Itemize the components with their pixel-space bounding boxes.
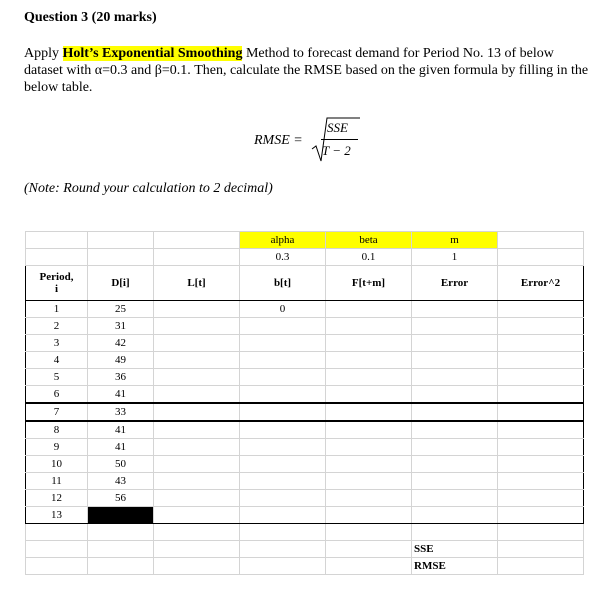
param-label-row	[26, 232, 584, 249]
beta-label: beta	[326, 232, 412, 249]
table-row	[26, 352, 584, 369]
trend-cell	[240, 318, 326, 335]
empty-cell	[326, 369, 412, 386]
question-title: Question 3 (20 marks)	[24, 10, 157, 25]
empty-cell	[412, 439, 498, 456]
rmse-row-label: RMSE	[412, 558, 498, 575]
demand-cell: 41	[88, 439, 154, 456]
empty-cell	[154, 421, 240, 439]
empty-cell	[498, 301, 584, 318]
empty-cell	[326, 318, 412, 335]
method-name-highlight: Holt’s Exponential Smoothing	[62, 46, 243, 61]
empty-cell	[154, 301, 240, 318]
demand-cell: 56	[88, 490, 154, 507]
empty-cell	[412, 386, 498, 404]
header-demand: D[i]	[88, 266, 154, 301]
empty-cell	[498, 335, 584, 352]
formula-denominator: T − 2	[322, 143, 351, 158]
trend-cell: 0	[240, 301, 326, 318]
beta-value: 0.1	[326, 249, 412, 266]
period-cell: 11	[26, 473, 88, 490]
empty-cell	[412, 403, 498, 421]
period-cell: 1	[26, 301, 88, 318]
table-row	[26, 421, 584, 439]
header-period: Period, i	[26, 266, 88, 301]
demand-cell: 43	[88, 473, 154, 490]
empty-cell	[498, 456, 584, 473]
empty-cell	[154, 490, 240, 507]
m-label: m	[412, 232, 498, 249]
empty-cell	[498, 507, 584, 524]
empty-cell	[412, 369, 498, 386]
param-value-row	[26, 249, 584, 266]
demand-cell: 25	[88, 301, 154, 318]
period-cell: 5	[26, 369, 88, 386]
table-row	[26, 369, 584, 386]
empty-cell	[326, 473, 412, 490]
trend-cell	[240, 403, 326, 421]
table-row	[26, 456, 584, 473]
empty-cell	[498, 403, 584, 421]
header-row	[26, 266, 584, 301]
empty-cell	[326, 335, 412, 352]
table-row	[26, 335, 584, 352]
empty-cell	[412, 352, 498, 369]
empty-cell	[412, 507, 498, 524]
m-value: 1	[412, 249, 498, 266]
empty-cell	[326, 439, 412, 456]
demand-cell: 42	[88, 335, 154, 352]
table-row	[26, 301, 584, 318]
fraction-bar	[321, 139, 358, 140]
table-row	[26, 473, 584, 490]
intro-before: Apply	[24, 46, 63, 61]
empty-cell	[326, 456, 412, 473]
spacer-row	[26, 524, 584, 541]
period-cell: 7	[26, 403, 88, 421]
holt-table	[25, 231, 584, 575]
alpha-label: alpha	[240, 232, 326, 249]
sse-row	[26, 541, 584, 558]
header-trend: b[t]	[240, 266, 326, 301]
empty-cell	[498, 352, 584, 369]
trend-cell	[240, 473, 326, 490]
empty-cell	[326, 386, 412, 404]
period-cell: 3	[26, 335, 88, 352]
period-cell: 10	[26, 456, 88, 473]
empty-cell	[412, 456, 498, 473]
table-row	[26, 507, 584, 524]
empty-cell	[154, 473, 240, 490]
table-row	[26, 386, 584, 404]
empty-cell	[326, 490, 412, 507]
period-cell: 2	[26, 318, 88, 335]
empty-cell	[412, 490, 498, 507]
empty-cell	[412, 473, 498, 490]
demand-cell: 50	[88, 456, 154, 473]
empty-cell	[154, 352, 240, 369]
empty-cell	[412, 421, 498, 439]
empty-cell	[498, 473, 584, 490]
header-error-squared: Error^2	[498, 266, 584, 301]
demand-cell: 41	[88, 386, 154, 404]
demand-cell: 41	[88, 421, 154, 439]
table-row	[26, 439, 584, 456]
trend-cell	[240, 490, 326, 507]
empty-cell	[498, 421, 584, 439]
empty-cell	[326, 421, 412, 439]
empty-cell	[154, 335, 240, 352]
trend-cell	[240, 439, 326, 456]
period-cell: 13	[26, 507, 88, 524]
empty-cell	[326, 301, 412, 318]
trend-cell	[240, 352, 326, 369]
period-cell: 8	[26, 421, 88, 439]
period-cell: 12	[26, 490, 88, 507]
empty-cell	[326, 403, 412, 421]
empty-cell	[154, 318, 240, 335]
empty-cell	[154, 369, 240, 386]
demand-cell: 31	[88, 318, 154, 335]
demand-cell: 36	[88, 369, 154, 386]
trend-cell	[240, 386, 326, 404]
demand-cell: 33	[88, 403, 154, 421]
empty-cell	[154, 386, 240, 404]
trend-cell	[240, 421, 326, 439]
formula-lhs: RMSE =	[254, 133, 303, 148]
empty-cell	[498, 490, 584, 507]
header-forecast: F[t+m]	[326, 266, 412, 301]
trend-cell	[240, 335, 326, 352]
question-text	[24, 45, 590, 96]
period-cell: 4	[26, 352, 88, 369]
empty-cell	[154, 507, 240, 524]
empty-cell	[412, 335, 498, 352]
formula-numerator: SSE	[327, 120, 348, 135]
empty-cell	[412, 318, 498, 335]
intro-after: Method to forecast demand for Period No. 13 of below dataset with α=0.3 and β=0.1. Then, calculate the RMSE based on the given formula by filling in the below table.	[24, 46, 589, 95]
trend-cell	[240, 507, 326, 524]
empty-cell	[498, 439, 584, 456]
empty-cell	[154, 403, 240, 421]
table-row	[26, 403, 584, 421]
table-row	[26, 490, 584, 507]
empty-cell	[326, 507, 412, 524]
sse-row-label: SSE	[412, 541, 498, 558]
rounding-note: (Note: Round your calculation to 2 decimal)	[24, 181, 273, 196]
trend-cell	[240, 456, 326, 473]
empty-cell	[154, 456, 240, 473]
blank-demand-cell	[88, 507, 154, 524]
header-level: L[t]	[154, 266, 240, 301]
header-error: Error	[412, 266, 498, 301]
empty-cell	[412, 301, 498, 318]
period-cell: 6	[26, 386, 88, 404]
empty-cell	[326, 352, 412, 369]
empty-cell	[498, 369, 584, 386]
trend-cell	[240, 369, 326, 386]
empty-cell	[498, 318, 584, 335]
empty-cell	[498, 386, 584, 404]
table-row	[26, 318, 584, 335]
demand-cell: 49	[88, 352, 154, 369]
period-cell: 9	[26, 439, 88, 456]
rmse-row	[26, 558, 584, 575]
empty-cell	[154, 439, 240, 456]
alpha-value: 0.3	[240, 249, 326, 266]
